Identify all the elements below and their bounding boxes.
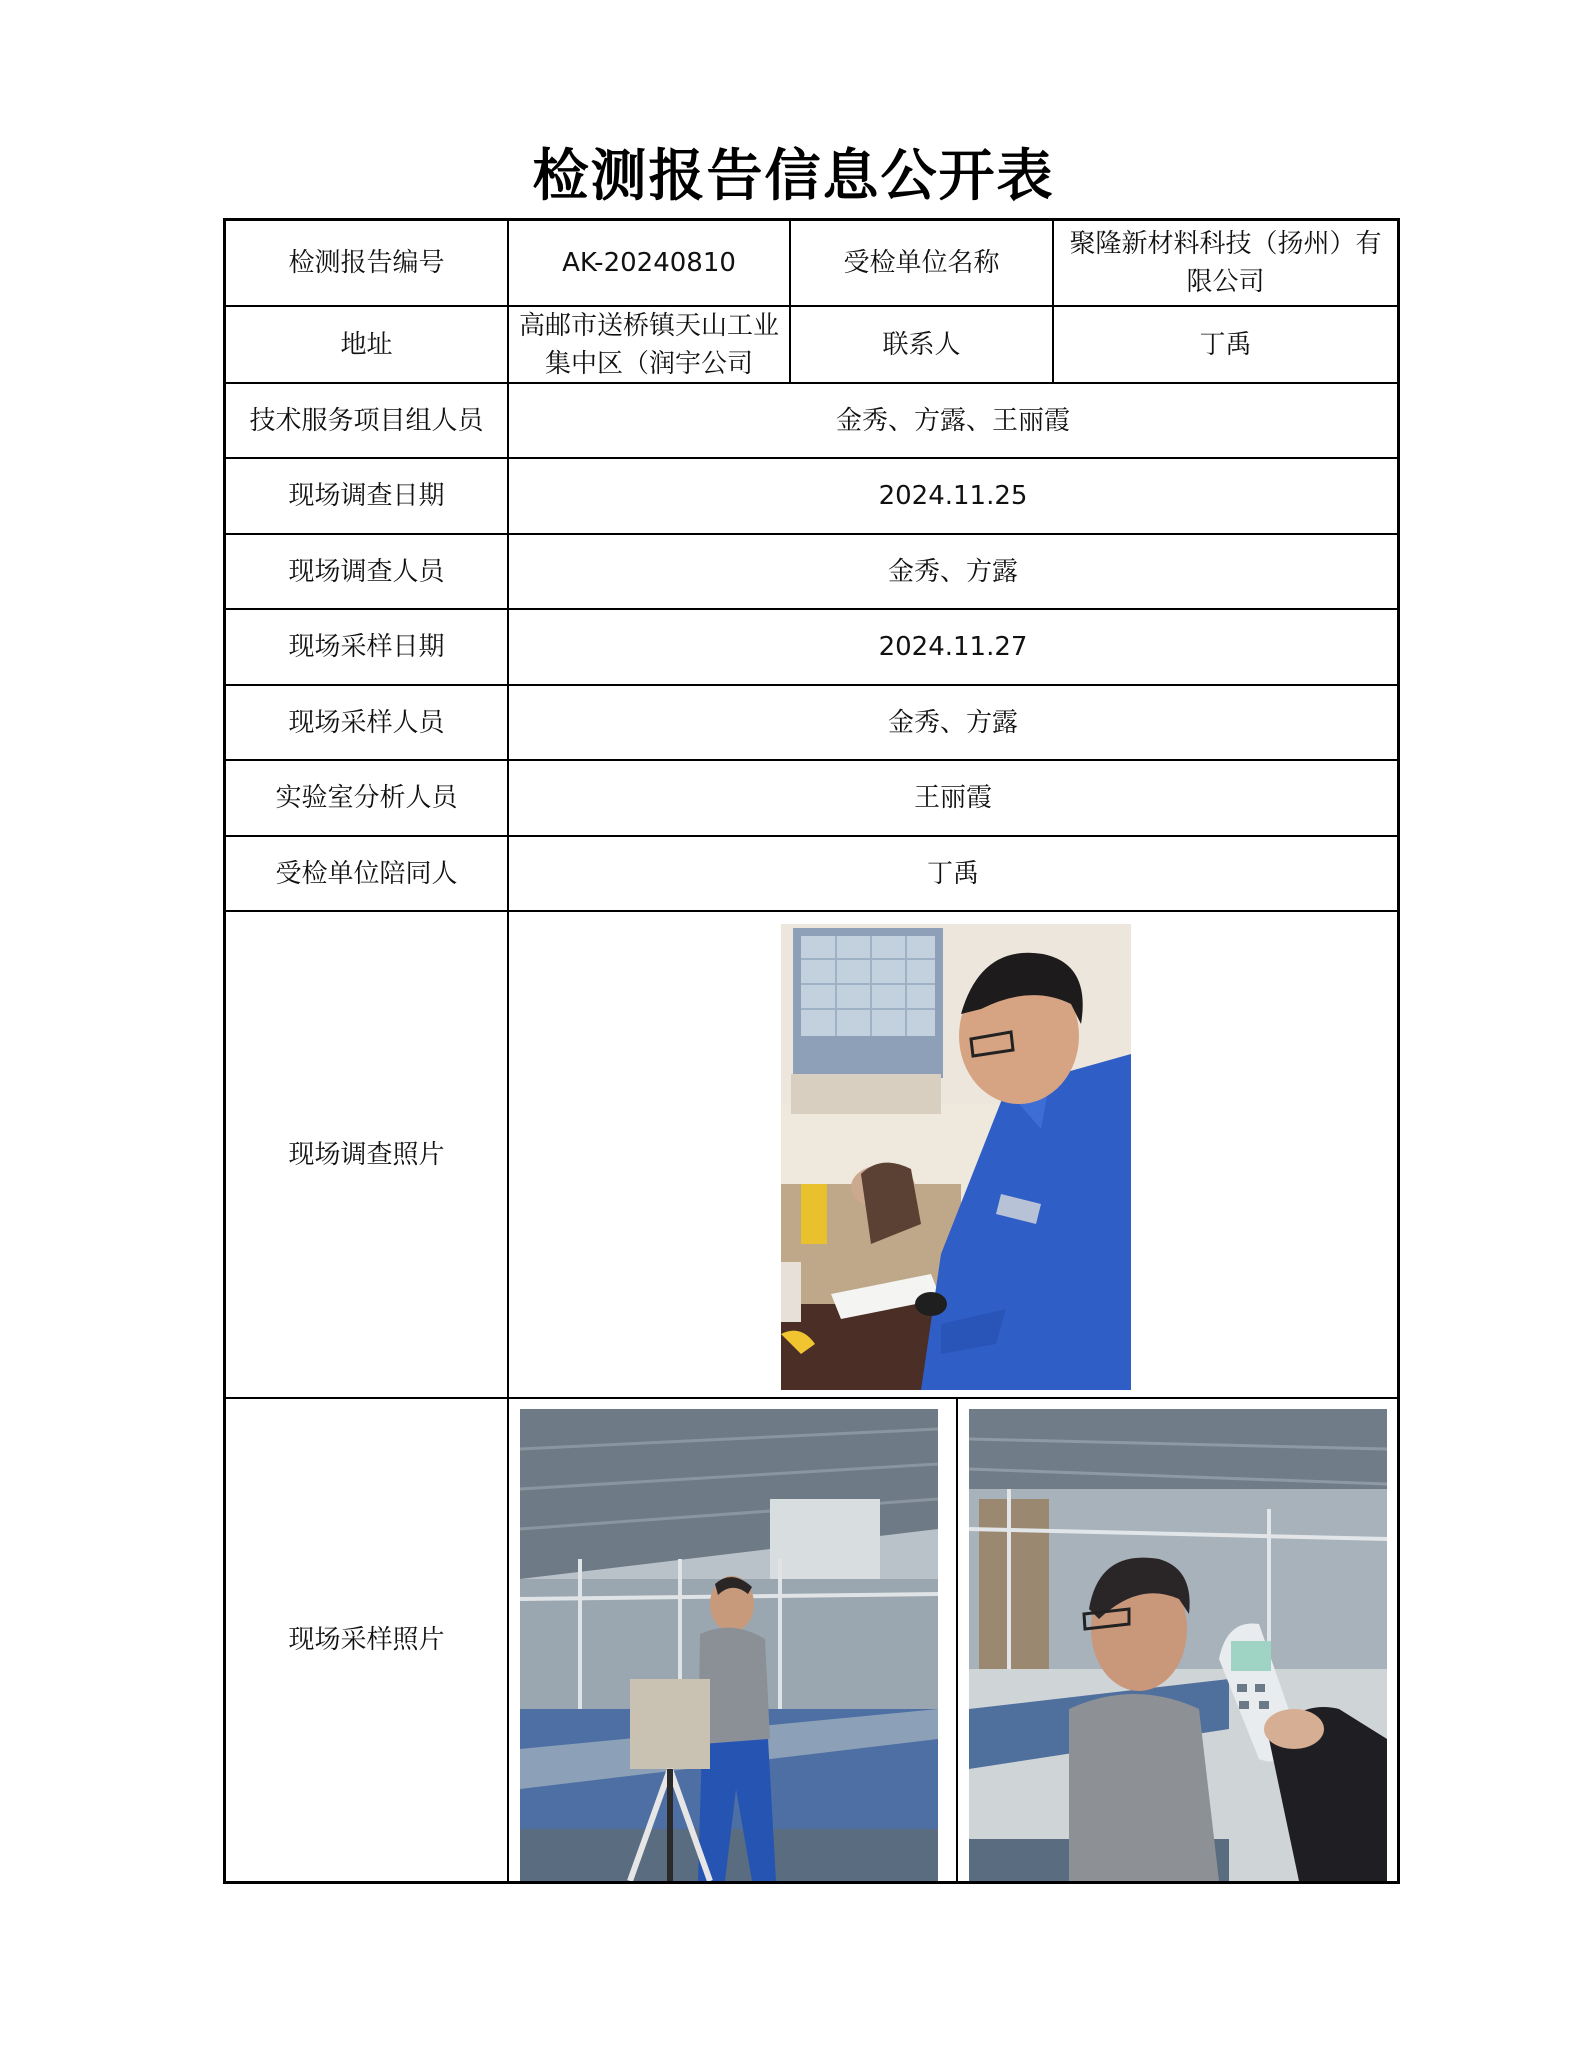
sampling-date-value: 2024.11.27 [878, 632, 1028, 662]
escort-value: 丁禹 [926, 858, 979, 889]
client-name-label: 受检单位名称 [843, 248, 1000, 278]
sampling-date-label: 现场采样日期 [288, 632, 445, 662]
team-members-label: 技术服务项目组人员 [249, 405, 484, 436]
team-members-value: 金秀、方露、王丽霞 [835, 405, 1070, 436]
page-title: 检测报告信息公开表 [532, 144, 1055, 209]
sampling-photo-label: 现场采样照片 [288, 1625, 445, 1655]
sampling-staff-label: 现场采样人员 [288, 707, 445, 738]
lab-analyst-label: 实验室分析人员 [275, 783, 458, 813]
info-table [223, 218, 1400, 1884]
address-value: 高邮市送桥镇天山工业集中区（润宇公司 [518, 310, 779, 379]
survey-staff-label: 现场调查人员 [288, 556, 445, 587]
report-no-value: AK-20240810 [562, 248, 736, 278]
contact-value: 丁禹 [1199, 329, 1252, 360]
lab-analyst-value: 王丽霞 [913, 783, 992, 813]
survey-photo-label: 现场调查照片 [288, 1139, 445, 1170]
survey-photo [781, 924, 1131, 1390]
address-label: 地址 [340, 329, 393, 360]
contact-label: 联系人 [882, 329, 961, 360]
survey-date-label: 现场调查日期 [288, 481, 445, 511]
sampling-staff-value: 金秀、方露 [887, 707, 1018, 738]
escort-label: 受检单位陪同人 [275, 858, 458, 889]
survey-staff-value: 金秀、方露 [887, 556, 1018, 587]
survey-date-value: 2024.11.25 [878, 481, 1028, 511]
client-name-value: 聚隆新材料科技（扬州）有限公司 [1069, 229, 1382, 297]
report-no-label: 检测报告编号 [288, 248, 445, 278]
sampling-photo-1 [520, 1409, 938, 1881]
sampling-photo-2 [969, 1409, 1387, 1881]
